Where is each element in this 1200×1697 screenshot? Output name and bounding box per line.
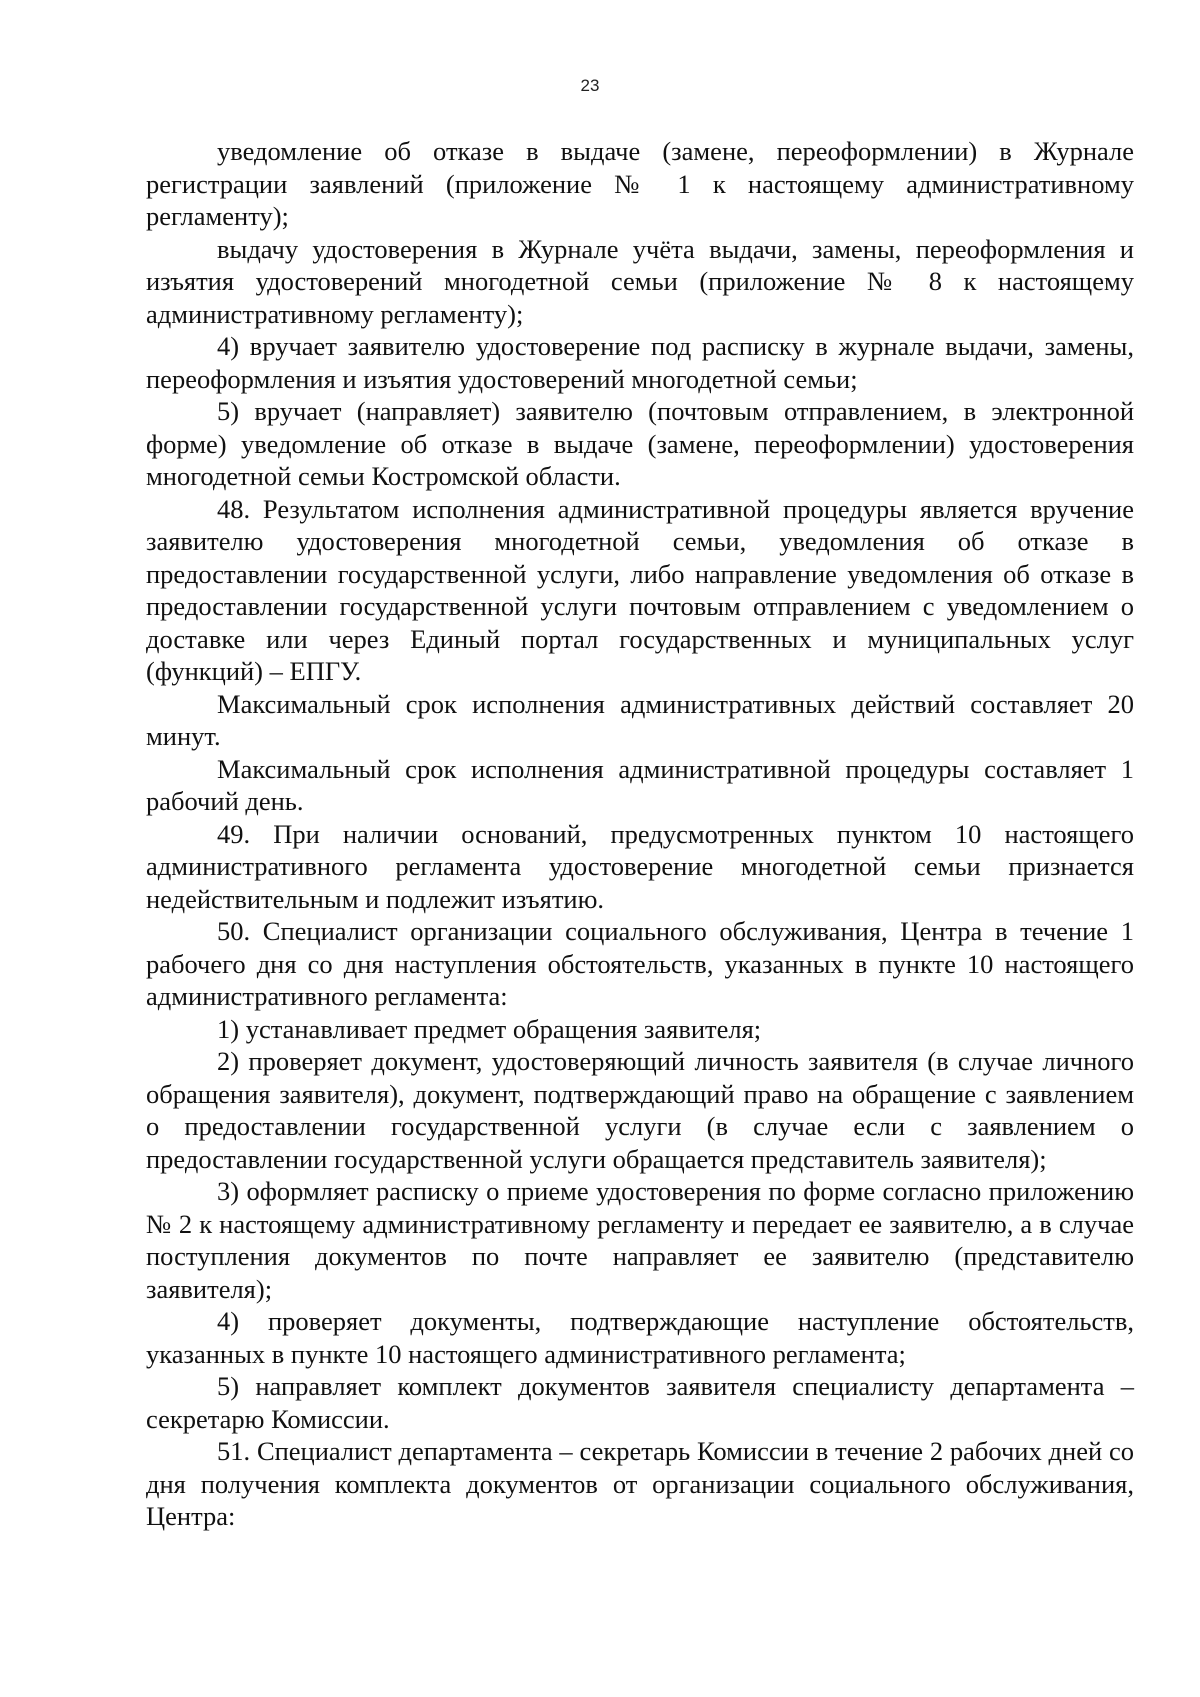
paragraph: Максимальный срок исполнения административных действий составляет 20 минут. xyxy=(146,688,1134,751)
paragraph: 5) направляет комплект документов заявителя специалисту департамента – секретарю Комиссии. xyxy=(146,1371,1134,1434)
page-number: 23 xyxy=(580,76,600,95)
paragraph: 2) проверяет документ, удостоверяющий личность заявителя (в случае личного обращения заявителя), документ, подтверждающий право на обращение с заявлением о предоставлении государственной услуги (в случае если с заявлением о предоставлении государственной услуги обращается представитель заявителя); xyxy=(146,1046,1134,1174)
paragraph: 5) вручает (направляет) заявителю (почтовым отправлением, в электронной форме) уведомление об отказе в выдаче (замене, переоформлении) удостоверения многодетной семьи Костромской области. xyxy=(146,396,1134,491)
paragraph: уведомление об отказе в выдаче (замене, переоформлении) в Журнале регистрации заявлений (приложение № 1 к настоящему административному регламенту); xyxy=(146,136,1134,231)
document-body xyxy=(146,135,1134,1533)
paragraph: 4) проверяет документы, подтверждающие наступление обстоятельств, указанных в пункте 10 настоящего административного регламента; xyxy=(146,1306,1134,1369)
paragraph: 49. При наличии оснований, предусмотренных пунктом 10 настоящего административного регламента удостоверение многодетной семьи признается недействительным и подлежит изъятию. xyxy=(146,818,1134,914)
paragraph: 51. Специалист департамента – секретарь Комиссии в течение 2 рабочих дней со дня получения комплекта документов от организации социального обслуживания, Центра: xyxy=(146,1436,1134,1531)
paragraph: 48. Результатом исполнения административной процедуры является вручение заявителю удостоверения многодетной семьи, уведомления об отказе в предоставлении государственной услуги, либо направление уведомления об отказе в предоставлении государственной услуги почтовым отправлением с уведомлением о доставке или через Единый портал государственных и муниципальных услуг (функций) – ЕПГУ. xyxy=(146,493,1134,686)
paragraph: 1) устанавливает предмет обращения заявителя; xyxy=(217,1013,762,1044)
paragraph: 3) оформляет расписку о приеме удостоверения по форме согласно приложению № 2 к настоящему административному регламенту и передает ее заявителю, а в случае поступления документов по почте направляет ее заявителю (представителю заявителя); xyxy=(146,1176,1134,1304)
paragraph: выдачу удостоверения в Журнале учёта выдачи, замены, переоформления и изъятия удостоверений многодетной семьи (приложение № 8 к настоящему административному регламенту); xyxy=(146,233,1134,329)
paragraph: 50. Специалист организации социального обслуживания, Центра в течение 1 рабочего дня со дня наступления обстоятельств, указанных в пункте 10 настоящего административного регламента: xyxy=(146,916,1134,1011)
paragraph: 4) вручает заявителю удостоверение под расписку в журнале выдачи, замены, переоформления и изъятия удостоверений многодетной семьи; xyxy=(146,331,1134,394)
paragraph: Максимальный срок исполнения административной процедуры составляет 1 рабочий день. xyxy=(146,753,1134,816)
